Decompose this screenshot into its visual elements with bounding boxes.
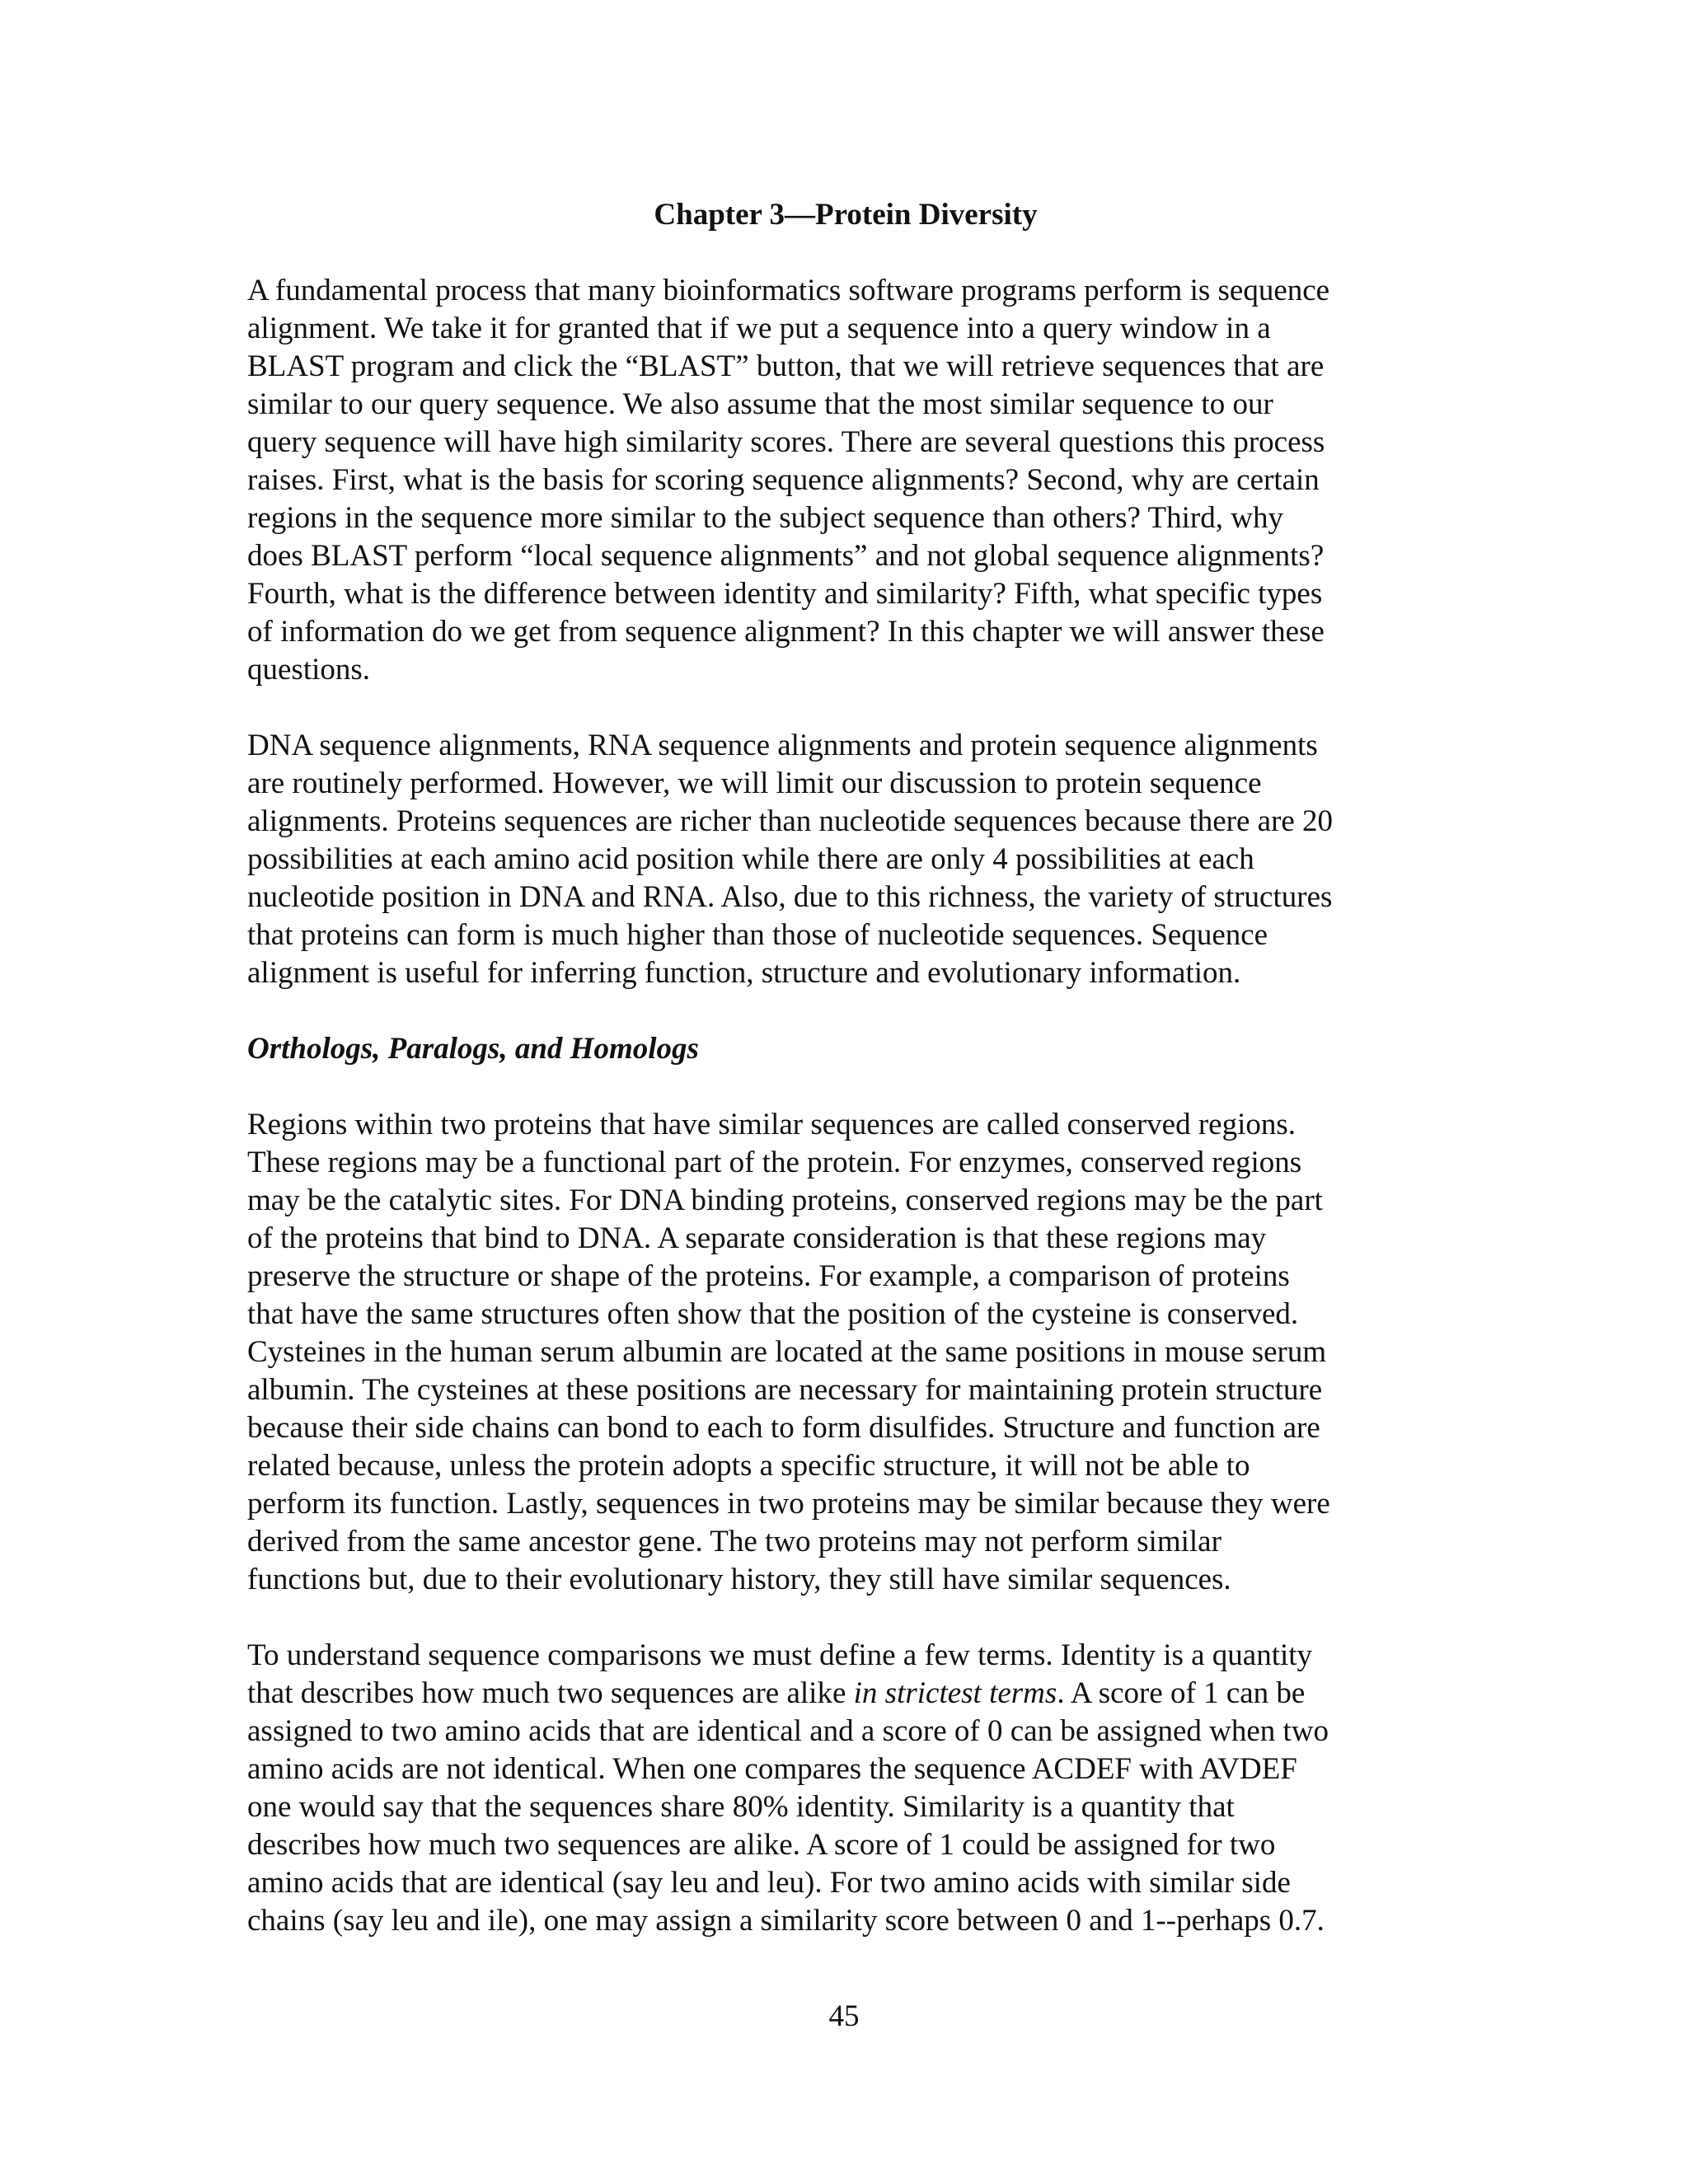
text-line: possibilities at each amino acid position while there are only 4 possibilities at each	[247, 842, 1254, 876]
text-line: that proteins can form is much higher than those of nucleotide sequences. Sequence	[247, 918, 1268, 952]
spacer	[247, 992, 1444, 1030]
text-segment: that describes how much two sequences are alike	[247, 1676, 854, 1710]
text-line: A fundamental process that many bioinformatics software programs perform is sequence	[247, 274, 1330, 307]
text-line: does BLAST perform “local sequence alignments” and not global sequence alignments?	[247, 539, 1325, 573]
text-line: questions.	[247, 653, 371, 687]
text-line: related because, unless the protein adopts a specific structure, it will not be able to	[247, 1449, 1250, 1483]
text-line: assigned to two amino acids that are identical and a score of 0 can be assigned when two	[247, 1714, 1329, 1748]
text-line: Regions within two proteins that have similar sequences are called conserved regions.	[247, 1108, 1296, 1141]
text-line: describes how much two sequences are alike. A score of 1 could be assigned for two	[247, 1828, 1276, 1862]
text-line: one would say that the sequences share 80% identity. Similarity is a quantity that	[247, 1790, 1235, 1824]
text-line: albumin. The cysteines at these positions are necessary for maintaining protein structure	[247, 1373, 1323, 1407]
text-segment: . A score of 1 can be	[1057, 1676, 1306, 1710]
text-line: preserve the structure or shape of the proteins. For example, a comparison of proteins	[247, 1259, 1290, 1293]
text-line: regions in the sequence more similar to the subject sequence than others? Third, why	[247, 501, 1283, 535]
spacer	[247, 1068, 1444, 1106]
spacer	[247, 689, 1444, 727]
text-line: derived from the same ancestor gene. The two proteins may not perform similar	[247, 1525, 1221, 1558]
text-line: alignment. We take it for granted that if we put a sequence into a query window in a	[247, 312, 1271, 345]
text-line: nucleotide position in DNA and RNA. Also, due to this richness, the variety of structures	[247, 880, 1333, 914]
text-line: alignments. Proteins sequences are richer than nucleotide sequences because there are 20	[247, 804, 1334, 838]
spacer	[247, 1599, 1444, 1637]
chapter-title: Chapter 3—Protein Diversity	[654, 198, 1038, 232]
text-line: Fourth, what is the difference between identity and similarity? Fifth, what specific types	[247, 577, 1323, 611]
section-heading: Orthologs, Paralogs, and Homologs	[247, 1032, 699, 1066]
text-line: are routinely performed. However, we will limit our discussion to protein sequence	[247, 766, 1262, 800]
text-line: functions but, due to their evolutionary history, they still have similar sequences.	[247, 1563, 1231, 1596]
text-line: of the proteins that bind to DNA. A separate consideration is that these regions may	[247, 1221, 1267, 1255]
text-line: that have the same structures often show that the position of the cysteine is conserved.	[247, 1297, 1299, 1331]
spacer	[247, 234, 1444, 272]
text-line: amino acids that are identical (say leu and leu). For two amino acids with similar side	[247, 1866, 1291, 1900]
text-line: DNA sequence alignments, RNA sequence alignments and protein sequence alignments	[247, 729, 1318, 762]
text-line: chains (say leu and ile), one may assign a similarity score between 0 and 1--perhaps 0.7.	[247, 1904, 1325, 1938]
text-line: perform its function. Lastly, sequences in two proteins may be similar because they were	[247, 1487, 1330, 1521]
text-line: because their side chains can bond to each to form disulfides. Structure and function are	[247, 1411, 1320, 1445]
text-line: Cysteines in the human serum albumin are located at the same positions in mouse serum	[247, 1335, 1327, 1369]
text-line: amino acids are not identical. When one compares the sequence ACDEF with AVDEF	[247, 1752, 1297, 1786]
paragraph-identity-similarity	[247, 1637, 1444, 1940]
emphasis-text: in strictest terms	[853, 1676, 1057, 1710]
text-line: These regions may be a functional part of the protein. For enzymes, conserved regions	[247, 1146, 1302, 1179]
text-line: may be the catalytic sites. For DNA binding proteins, conserved regions may be the part	[247, 1183, 1323, 1217]
text-line: BLAST program and click the “BLAST” button, that we will retrieve sequences that are	[247, 349, 1325, 383]
text-line: To understand sequence comparisons we must define a few terms. Identity is a quantity	[247, 1638, 1313, 1672]
text-line: of information do we get from sequence alignment? In this chapter we will answer these	[247, 615, 1325, 649]
text-line: similar to our query sequence. We also assume that the most similar sequence to our	[247, 387, 1273, 421]
page-content	[247, 196, 1444, 1940]
text-line-with-emphasis	[247, 1675, 1444, 1713]
text-line: query sequence will have high similarity scores. There are several questions this process	[247, 425, 1325, 459]
paragraph-alignment-types	[247, 727, 1444, 992]
paragraph-intro	[247, 272, 1444, 689]
page-number: 45	[828, 1999, 860, 2033]
paragraph-conserved-regions	[247, 1106, 1444, 1599]
text-line: raises. First, what is the basis for scoring sequence alignments? Second, why are certain	[247, 463, 1320, 497]
text-line: alignment is useful for inferring function, structure and evolutionary information.	[247, 956, 1241, 990]
